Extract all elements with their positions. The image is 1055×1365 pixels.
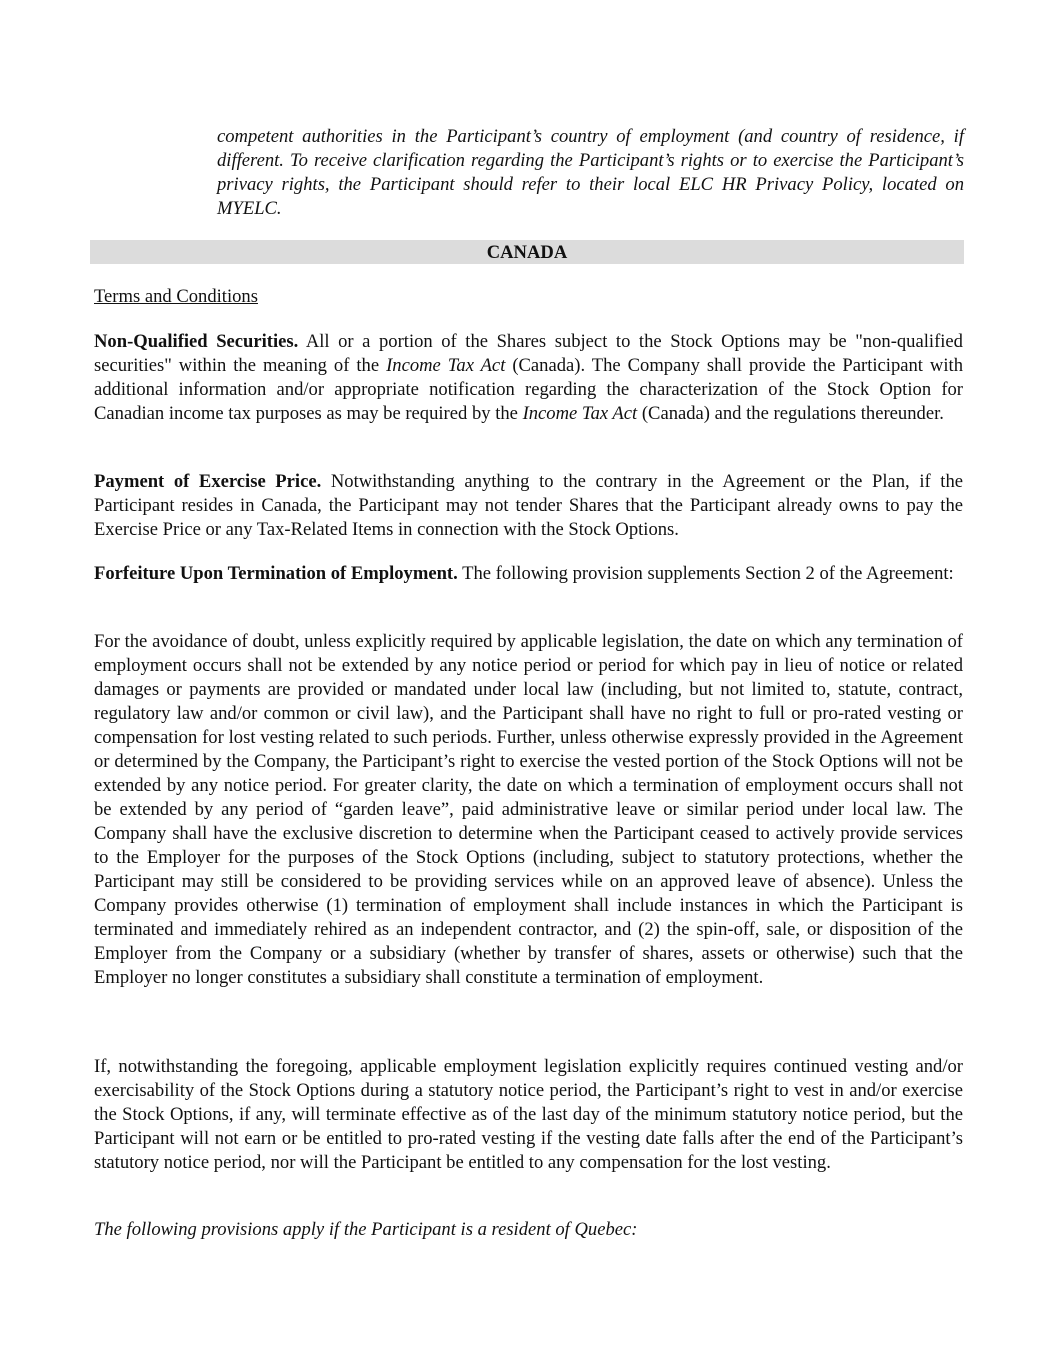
- forfeiture-text: The following provision supplements Section 2 of the Agreement:: [457, 563, 954, 584]
- country-section-header: [90, 240, 964, 264]
- payment-of-exercise-price-paragraph: [94, 470, 963, 542]
- income-tax-act-ref-2: Income Tax Act: [522, 403, 638, 424]
- non-qualified-securities-lead: Non-Qualified Securities.: [94, 331, 299, 352]
- country-title: CANADA: [486, 242, 568, 263]
- forfeiture-paragraph: [94, 562, 963, 586]
- non-qualified-text-1: All or a portion of the Shares subject to the Stock Options may be "non-qualified securities" within the meaning of the: [94, 331, 963, 376]
- avoidance-of-doubt-paragraph: For the avoidance of doubt, unless explicitly required by applicable legislation, the date on which any termination of employment occurs shall not be extended by any notice period or period for which pay in lieu of notice or related damages or payments are provided or mandated under local law (including, but not limited to, statute, contract, regulatory law and/or common or civil law), and the Participant shall have no right to full or pro-rated vesting or compensation for lost vesting related to such periods. Further, unless otherwise expressly provided in the Agreement or determined by the Company, the Participant’s right to exercise the vested portion of the Stock Options will not be extended by any notice period. For greater clarity, the date on which a termination of employment occurs shall not be extended by any period of “garden leave”, paid administrative leave or similar period under local law. The Company shall have the exclusive discretion to determine when the Participant ceased to actively provide services to the Employer for the purposes of the Stock Options (including, subject to statutory protections, whether the Participant may still be considered to be providing services while on an approved leave of absence). Unless the Company provides otherwise (1) termination of employment shall include instances in which the Participant is terminated and immediately rehired as an independent contractor, and (2) the spin-off, sale, or disposition of the Employer from the Company or a subsidiary (whether by transfer of shares, assets or otherwise) such that the Employer no longer constitutes a subsidiary shall constitute a termination of employment.: [94, 631, 963, 988]
- payment-lead: Payment of Exercise Price.: [94, 471, 322, 492]
- forfeiture-lead: Forfeiture Upon Termination of Employment.: [94, 563, 458, 584]
- intro-paragraph: competent authorities in the Participant’s country of employment (and country of residence, if different. To receive clarification regarding the Participant’s rights or to exercise the Participant’s privacy rights, the Participant should refer to their local ELC HR Privacy Policy, located on MYELC.: [217, 126, 964, 219]
- non-qualified-text-2: (Canada). The Company shall provide the Participant with additional information and/or appropriate notification regarding the characterization of the Stock Option for Canadian income tax purposes as may be required by the: [94, 355, 963, 424]
- quebec-provisions-intro: The following provisions apply if the Participant is a resident of Quebec:: [94, 1219, 638, 1240]
- non-qualified-securities-paragraph: [94, 330, 963, 426]
- payment-text: Notwithstanding anything to the contrary in the Agreement or the Plan, if the Participant resides in Canada, the Participant may not tender Shares that the Participant already owns to pay the Exercise Price or any Tax-Related Items in connection with the Stock Options.: [94, 471, 963, 540]
- terms-and-conditions-heading: Terms and Conditions: [94, 286, 258, 307]
- non-qualified-text-3: (Canada) and the regulations thereunder.: [637, 403, 944, 424]
- statutory-notice-paragraph: If, notwithstanding the foregoing, applicable employment legislation explicitly requires continued vesting and/or exercisability of the Stock Options during a statutory notice period, the Participant’s right to vest in and/or exercise the Stock Options, if any, will terminate effective as of the last day of the minimum statutory notice period, but the Participant will not earn or be entitled to pro-rated vesting if the vesting date falls after the end of the Participant’s statutory notice period, nor will the Participant be entitled to any compensation for the lost vesting.: [94, 1056, 963, 1173]
- income-tax-act-ref-1: Income Tax Act: [386, 355, 506, 376]
